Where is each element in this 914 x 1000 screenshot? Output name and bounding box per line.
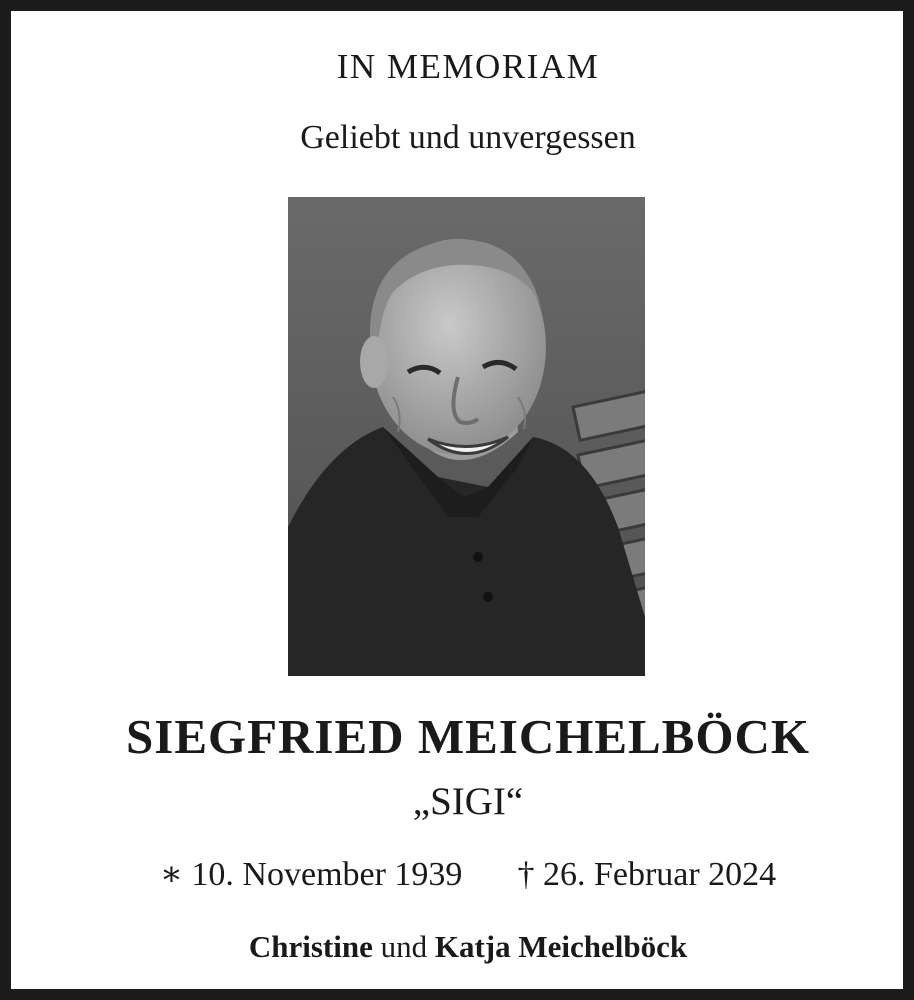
death-date: 26. Februar 2024 — [542, 856, 777, 893]
death-symbol: † — [517, 856, 535, 893]
birth-date: 10. November 1939 — [191, 856, 463, 893]
mourners — [11, 929, 914, 965]
birth-symbol: ∗ — [159, 856, 183, 893]
portrait-illustration — [288, 197, 645, 676]
deceased-name: SIEGFRIED MEICHELBÖCK — [126, 709, 810, 764]
mourner-second: Katja Meichelböck — [434, 929, 688, 964]
life-dates — [11, 854, 914, 894]
mourner-first: Christine — [248, 929, 373, 964]
mourner-connector: und — [372, 929, 435, 964]
heading: IN MEMORIAM — [336, 47, 600, 86]
nickname: „SIGI“ — [412, 780, 524, 823]
portrait-photo — [288, 197, 645, 676]
subheading: Geliebt und unvergessen — [300, 119, 636, 156]
